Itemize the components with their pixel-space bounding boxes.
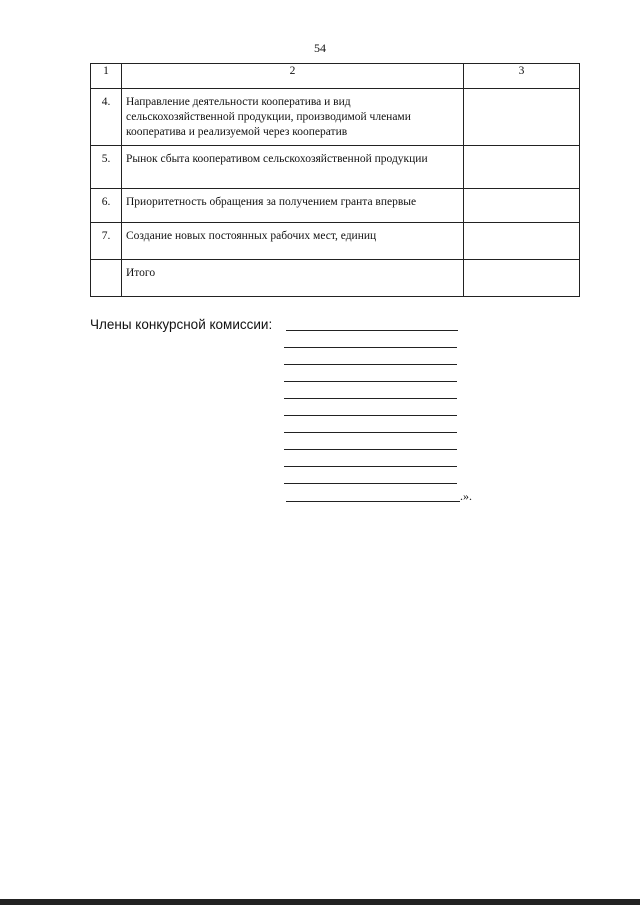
- table-row: [91, 89, 580, 146]
- row-criterion: Приоритетность обращения за получением гранта впервые: [122, 189, 464, 223]
- row-number: 5.: [91, 146, 122, 189]
- row-criterion: Рынок сбыта кооперативом сельскохозяйственной продукции: [122, 146, 464, 189]
- table-row: [91, 223, 580, 260]
- evaluation-table: [90, 63, 580, 297]
- row-value-cell: [464, 260, 580, 297]
- signature-line: [284, 398, 457, 399]
- signature-line: [284, 381, 457, 382]
- row-number: [91, 260, 122, 297]
- signature-line: [284, 415, 457, 416]
- row-value-cell: [464, 223, 580, 260]
- signature-line: [284, 466, 457, 467]
- table-row-total: [91, 260, 580, 297]
- signature-line: [286, 330, 458, 331]
- row-number: 6.: [91, 189, 122, 223]
- closing-quote: .».: [460, 489, 472, 503]
- header-col-3: 3: [464, 64, 580, 89]
- signature-line: [284, 432, 457, 433]
- signature-line: [284, 364, 457, 365]
- row-criterion: Создание новых постоянных рабочих мест, единиц: [122, 223, 464, 260]
- table-row: [91, 189, 580, 223]
- row-number: 4.: [91, 89, 122, 146]
- signature-line: [284, 347, 457, 348]
- row-criterion: Итого: [122, 260, 464, 297]
- row-value-cell: [464, 189, 580, 223]
- page-number: 54: [314, 41, 326, 55]
- commission-members-label: Члены конкурсной комиссии:: [90, 317, 273, 332]
- header-col-2: 2: [122, 64, 464, 89]
- row-value-cell: [464, 146, 580, 189]
- signature-line: [286, 501, 460, 502]
- row-value-cell: [464, 89, 580, 146]
- signature-line: [284, 449, 457, 450]
- signature-line: [284, 483, 457, 484]
- scan-bottom-edge: [0, 899, 640, 905]
- row-criterion: Направление деятельности кооператива и вид сельскохозяйственной продукции, производимой членами кооператива и реализуемой через кооператив: [122, 89, 464, 146]
- table-header-row: [91, 64, 580, 89]
- row-number: 7.: [91, 223, 122, 260]
- table-row: [91, 146, 580, 189]
- header-col-1: 1: [91, 64, 122, 89]
